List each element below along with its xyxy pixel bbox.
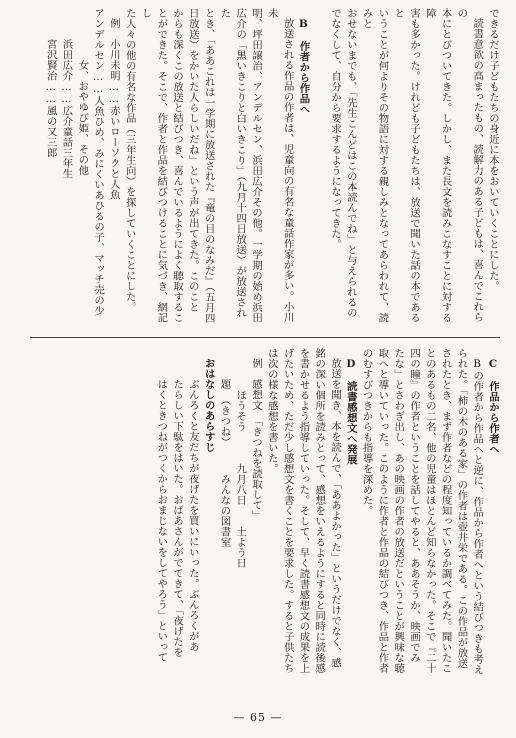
section-heading-c: C 作品から作者へ [487,358,499,455]
essay-line: ぶんろくと友だちが夜げたを買いにいった。ぶんろくがあ [186,379,199,653]
example-line: 女、おやゆび姫、その他 [76,60,89,176]
text-line: Bの作者から作品へと逆に、作品から作者へという結びつきも考え [471,358,484,675]
essay-line: はくときつねがつくからおまじないをしてやろう」といって [155,379,168,663]
page-number: — 65 — [233,711,283,724]
text-line: たな」とさわぎ出し、あの映画の作者の放送だということが興味な聴 [392,348,405,674]
essay-title-line: 題 （きつね） みんなの図書室 [218,379,231,548]
section-heading-b: B 作者から作品へ [297,18,310,115]
text-line: 広介の「黒いきこりと白いきこり」（九月十四日放送）が放送された [218,8,247,318]
text-line: 日放送）をかいた人らしいだね」という声が出てきた。このこと [186,8,199,313]
text-line: できるだけ子どもたちの身近に本をおいていくことにした。 [487,8,499,292]
text-line: を書かせるよう指導していった。そして、早く読書感想文の成果を上 [297,348,310,674]
text-line: 本にとびついてきた。しかし、また長文を読みこなすことに対する障 [423,8,452,323]
example-title: 例 感想文 「きつねを読取して」 [250,358,263,522]
text-line: は次の様な感想を書いた。 [265,348,278,474]
essay-date-line: ほうそう 九月八日 土よう日 [234,389,247,569]
example-line: アンデルセン……人魚ひめ、みにくいあひるの子、マッチ売の少 [92,8,105,316]
text-line: のむすびつきからも指導を深めた。 [360,348,373,516]
text-line: げたいため、ただ少し感想文を書くことを要求した。すると子供たち [281,348,294,674]
text-line: いうことが何よりその物語に対する親しみとなってあらわれて、読みと [360,8,389,323]
bottom-column-block [30,348,500,704]
essay-line: たらしい下駄をはいた。おばあさんがでてきて、「夜げたを [171,379,184,658]
example-line: 宮沢賢治……風の又三郎 [44,39,57,158]
text-line: た人々の他の有名な作品（三年生向）を探していくことにした。 [123,8,136,313]
top-column-block [30,8,500,326]
text-line: 銘の深い個所を読みとって、感想をいえるようにすると同時に読後感 [313,348,326,674]
text-line: でなくして、自分から要求するようになってきた。 [329,8,342,250]
text-line: とき、「ああこれは一学期に放送された『竜の目のなみだ』（五月四 [202,8,215,324]
text-line: とのあるもの二名、他の児童はほとんど知らなかった。そこで『二十 [423,348,436,674]
text-line: 取へと導いていった。このように作者と作品の結びつき、作品と作者 [376,348,389,674]
text-line: 害も多かった。けれども子どもたちは、放送で聞いた話の本であると [392,8,421,323]
blank-line [310,8,326,326]
section-divider [30,337,500,338]
text-line: 読書意欲の高まったもの、読解力のある子どもは、喜んでこれらの [455,8,484,323]
text-line: 四の瞳』の作者ということを話してやると、ああそうか、映画でみ [408,348,421,663]
text-line: からも深くこの放送と結びつき、喜んでいるようによく聴取するこ [171,8,184,323]
essay-summary-heading: おはなしのあらすじ [202,358,215,453]
text-line: 放送を聞き、本を読んで、「ああよかった」というだけでなく、感 [329,358,342,669]
text-line: 放送される作品の作者は、児童向の有名な童話作家が多い。小川未 [265,8,294,323]
text-line: 明、坪田譲治、アンデルセン、浜田広介その他。一学期の始め浜田 [250,8,263,323]
text-line: おせないまでも、「先生こんどはこの本読んでね」と与えられるの [344,8,357,318]
text-line: されたとき、まず作者などの程度知っているか調べてみた。聞いたこ [439,348,452,674]
text-line: とができた。そこで、作者と作品を結びつけることに気づき、網記し [139,8,168,323]
example-line: 浜田広介……広介童話三年生 [60,39,73,179]
text-line: られた。「柿の木のある家」の作者は壺井栄である。この作品が放送 [455,348,468,669]
section-heading-d: D 読書感想文へ発展 [344,358,357,465]
example-line: 例 小川未明……赤いローソクと人魚 [107,18,120,201]
